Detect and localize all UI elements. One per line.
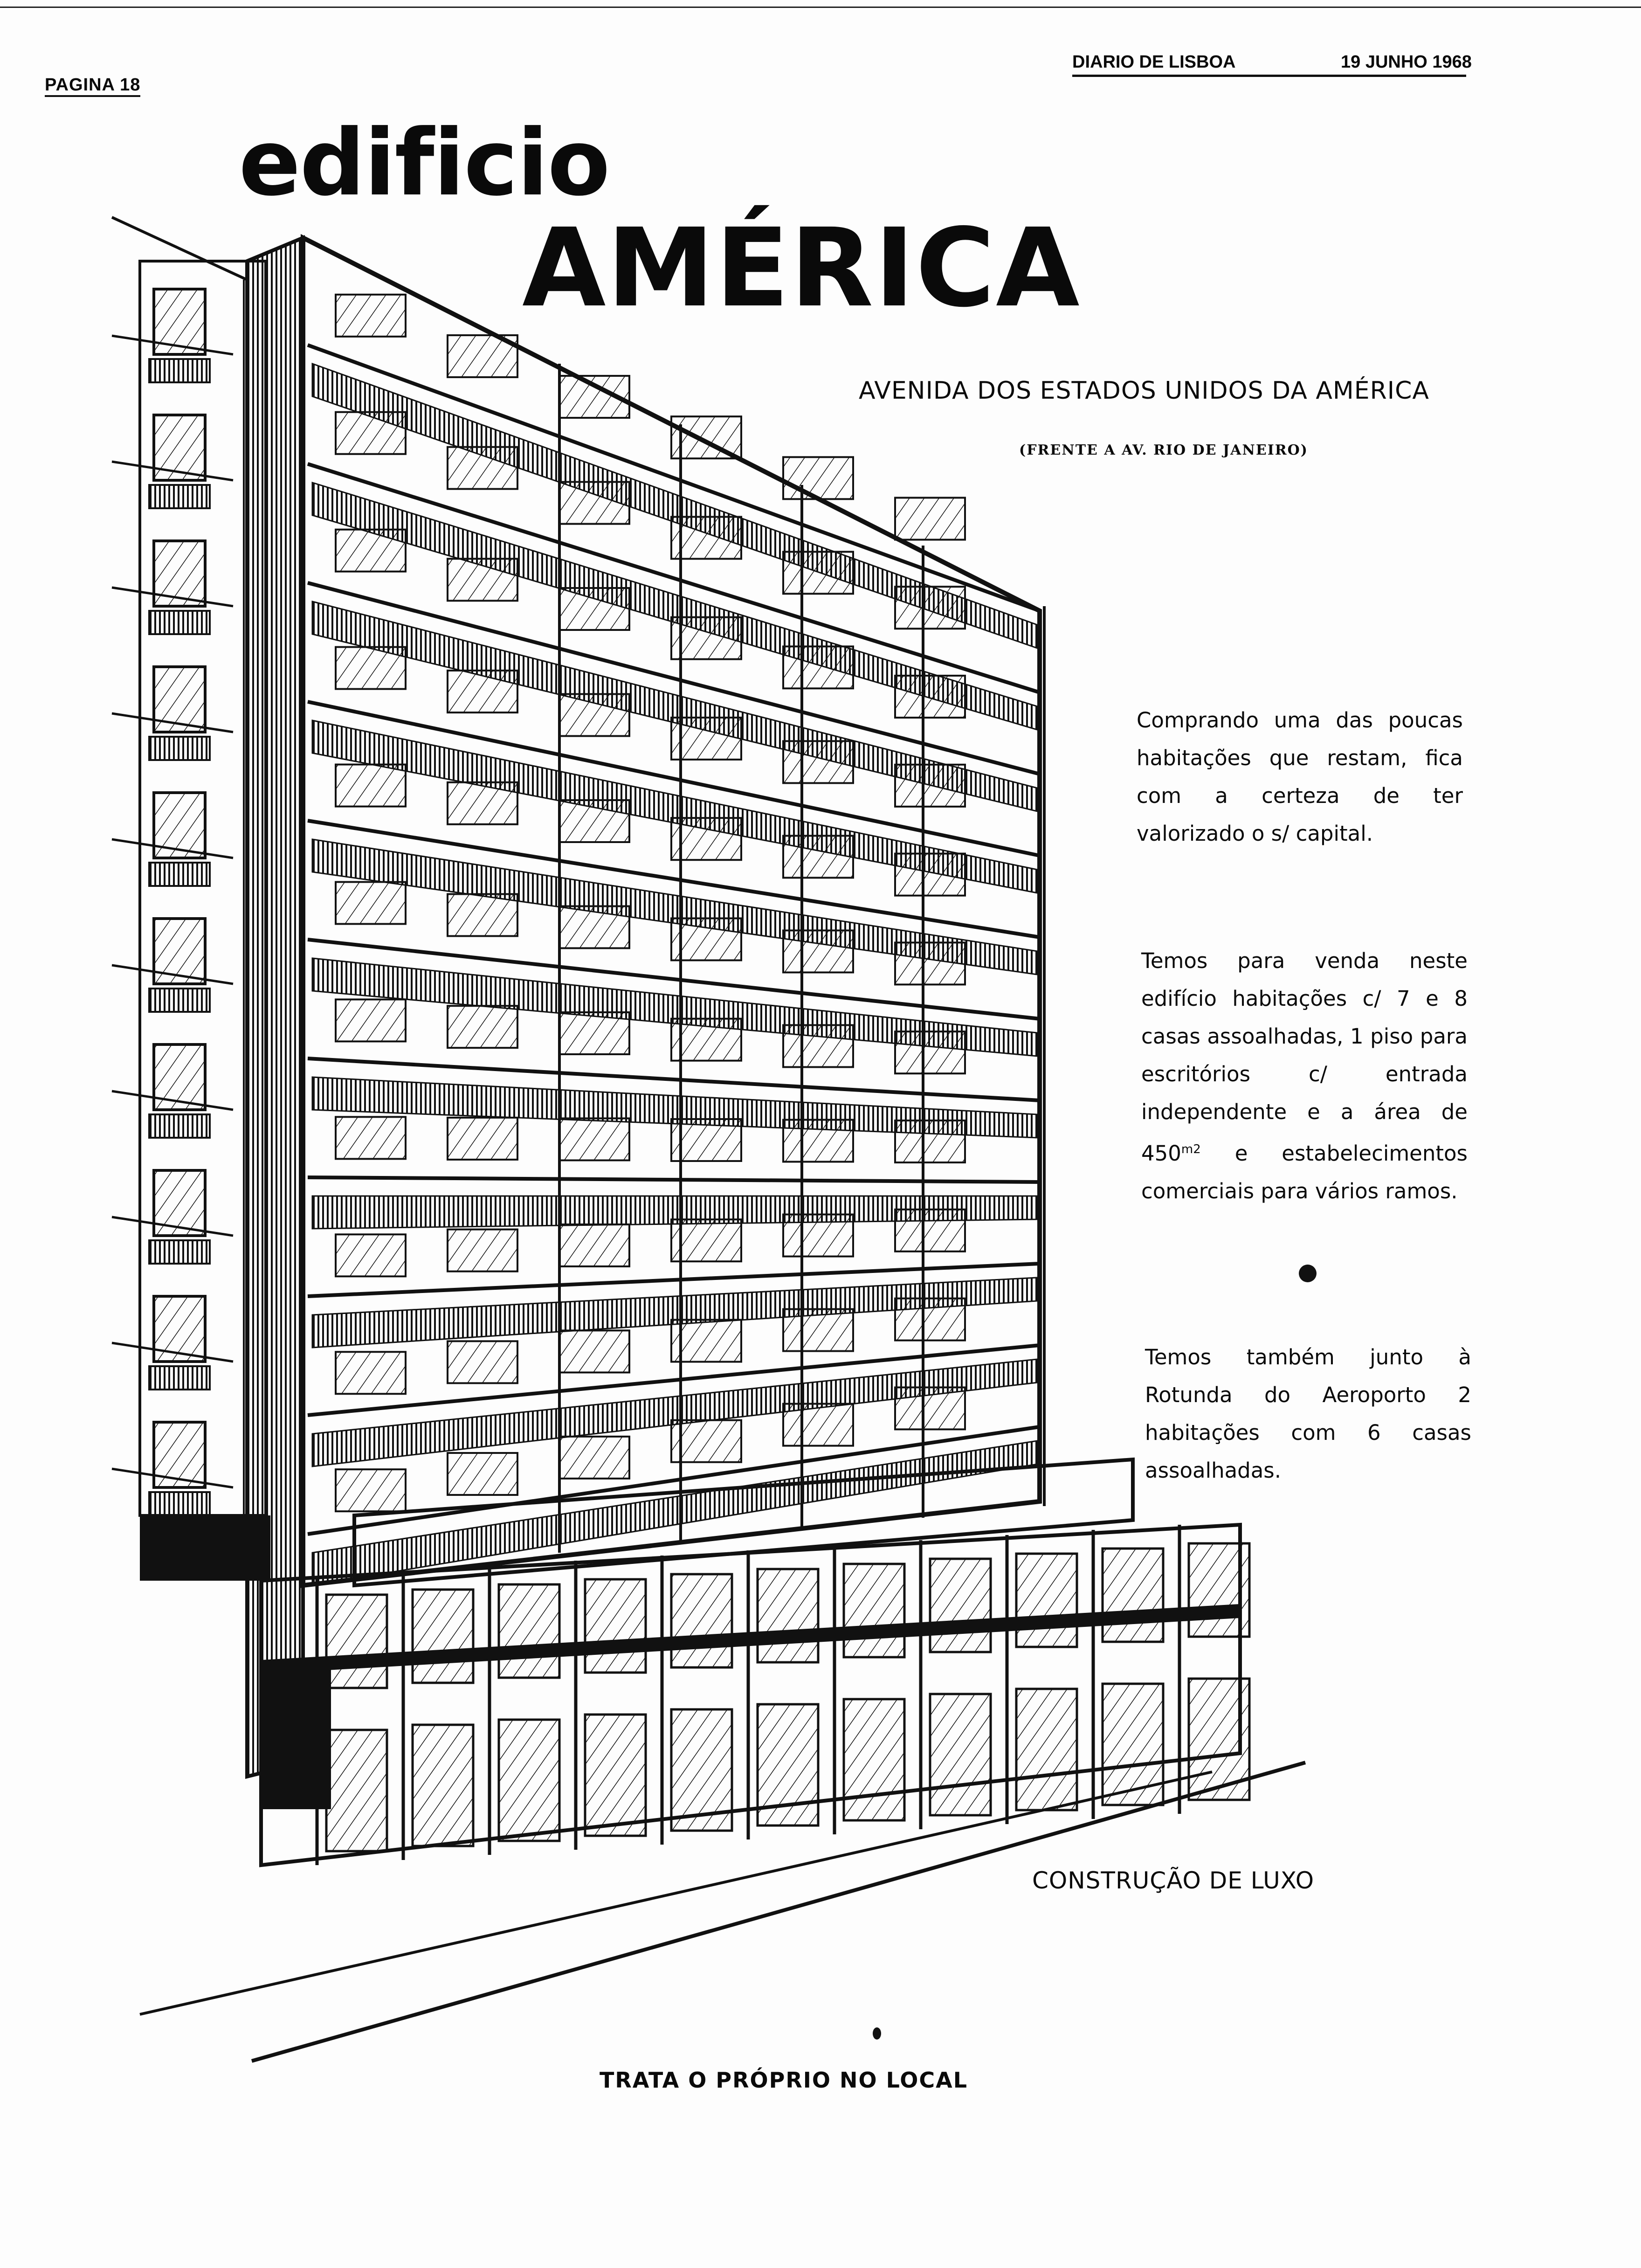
neighbor-window xyxy=(154,667,205,732)
address-note: (FRENTE A AV. RIO DE JANEIRO) xyxy=(1019,442,1309,458)
apartment-window xyxy=(336,1234,406,1276)
apartment-window xyxy=(336,647,406,689)
apartment-window xyxy=(559,588,629,630)
neighbor-window xyxy=(154,1044,205,1110)
neighbor-window xyxy=(154,1170,205,1236)
apartment-window xyxy=(336,999,406,1041)
neighbor-window xyxy=(154,793,205,858)
apartment-window xyxy=(559,906,629,948)
page-number: PAGINA 18 xyxy=(45,75,140,97)
street-address: AVENIDA DOS ESTADOS UNIDOS DA AMÉRICA xyxy=(859,377,1429,405)
apartment-window xyxy=(895,942,965,984)
neighbor-balcony xyxy=(149,485,210,508)
apartment-window xyxy=(448,559,517,601)
neighbor-balcony xyxy=(149,863,210,886)
apartment-window xyxy=(448,782,517,824)
apartment-window xyxy=(895,1299,965,1341)
apartment-window xyxy=(448,894,517,936)
shop-window xyxy=(1016,1554,1077,1647)
neighbor-window xyxy=(154,415,205,480)
apartment-window xyxy=(895,587,965,629)
apartment-window xyxy=(559,482,629,524)
apartment-window xyxy=(448,1006,517,1048)
neighbor-window xyxy=(154,1296,205,1362)
paragraph-for-sale xyxy=(1141,942,1468,1210)
storefront xyxy=(1189,1679,1249,1800)
storefront xyxy=(758,1704,818,1825)
floor-slab xyxy=(308,1177,1040,1182)
shop-window xyxy=(413,1590,473,1683)
paragraph-for-sale-text-end: e estabelecimentos comerciais para vários ramos. xyxy=(1141,1141,1468,1203)
apartment-window xyxy=(895,498,965,539)
shop-window xyxy=(1189,1543,1249,1637)
shop-window xyxy=(844,1564,904,1657)
neighbor-balcony xyxy=(149,1114,210,1138)
shop-window xyxy=(499,1584,559,1678)
storefront xyxy=(585,1715,646,1836)
apartment-window xyxy=(559,1437,629,1479)
issue-date: 19 JUNHO 1968 xyxy=(1341,52,1472,72)
apartment-window xyxy=(895,1387,965,1429)
apartment-window xyxy=(559,1012,629,1054)
apartment-window xyxy=(783,552,853,594)
apartment-window xyxy=(559,1118,629,1160)
area-unit: m2 xyxy=(1181,1142,1201,1156)
apartment-window xyxy=(336,1352,406,1394)
apartment-window xyxy=(448,447,517,489)
apartment-window xyxy=(559,1224,629,1266)
apartment-window xyxy=(448,1341,517,1383)
apartment-window xyxy=(448,335,517,377)
storefront xyxy=(1016,1689,1077,1810)
paragraph-for-sale-text: Temos para venda neste edifício habitações c/ 7 e 8 casas assoalhadas, 1 piso para escritórios c/ entrada independente e a área de 450 xyxy=(1141,948,1468,1166)
apartment-window xyxy=(783,1025,853,1067)
title-edificio: edificio xyxy=(239,110,609,216)
neighbor-balcony xyxy=(149,611,210,634)
apartment-window xyxy=(448,671,517,712)
apartment-window xyxy=(336,1469,406,1511)
apartment-window xyxy=(448,1230,517,1272)
entrance-shadow xyxy=(261,1665,331,1809)
shop-window xyxy=(585,1579,646,1673)
bullet-dot xyxy=(1299,1265,1317,1282)
shop-window xyxy=(758,1569,818,1662)
paragraph-airport: Temos também junto à Rotunda do Aeroporto 2 habitações com 6 casas assoalhadas. xyxy=(1145,1345,1471,1483)
shop-window xyxy=(671,1574,732,1667)
storefront xyxy=(844,1699,904,1820)
apartment-window xyxy=(783,1215,853,1257)
apartment-window xyxy=(783,1120,853,1162)
apartment-window xyxy=(895,1031,965,1073)
storefront xyxy=(326,1730,387,1851)
neighbor-window xyxy=(154,541,205,606)
apartment-window xyxy=(783,646,853,688)
ornament-dot xyxy=(873,2027,881,2040)
apartment-window xyxy=(895,1120,965,1162)
apartment-window xyxy=(895,765,965,807)
storefront xyxy=(499,1720,559,1841)
neighbor-balcony xyxy=(149,1240,210,1264)
apartment-window xyxy=(336,412,406,454)
apartment-window xyxy=(336,765,406,807)
apartment-window xyxy=(336,882,406,924)
neighbor-balcony xyxy=(149,1492,210,1515)
neighbor-balcony xyxy=(149,989,210,1012)
neighbor-balcony xyxy=(149,359,210,382)
neighbor-window xyxy=(154,919,205,984)
apartment-window xyxy=(783,1309,853,1351)
shop-window xyxy=(326,1595,387,1688)
apartment-window xyxy=(895,676,965,718)
shop-window xyxy=(1103,1549,1163,1642)
tower-side-wall xyxy=(247,238,303,1777)
apartment-window xyxy=(895,1210,965,1252)
neighbor-window xyxy=(154,1422,205,1487)
luxury-tagline: CONSTRUÇÃO DE LUXO xyxy=(1032,1867,1315,1894)
storefront xyxy=(1103,1684,1163,1805)
apartment-window xyxy=(559,800,629,842)
apartment-window xyxy=(448,1453,517,1495)
apartment-window xyxy=(895,854,965,896)
apartment-window xyxy=(559,376,629,418)
apartment-window xyxy=(336,295,406,337)
neighbor-balcony xyxy=(149,737,210,760)
apartment-window xyxy=(783,930,853,972)
storefront xyxy=(671,1709,732,1831)
apartment-window xyxy=(336,530,406,572)
neighbor-window xyxy=(154,289,205,354)
title-america: AMÉRICA xyxy=(522,205,1081,331)
apartment-window xyxy=(559,1330,629,1372)
apartment-window xyxy=(336,1117,406,1159)
apartment-window xyxy=(448,1118,517,1160)
neighbor-balcony xyxy=(149,1366,210,1390)
paragraph-capital: Comprando uma das poucas habitações que restam, fica com a certeza de ter valorizado o s/ capital. xyxy=(1137,708,1463,846)
apartment-window xyxy=(559,694,629,736)
apartment-window xyxy=(783,457,853,499)
apartment-window xyxy=(783,1404,853,1446)
shop-window xyxy=(930,1559,991,1652)
apartment-window xyxy=(783,836,853,878)
apartment-window xyxy=(783,741,853,783)
roof-edge-line xyxy=(112,217,247,280)
contact-line: TRATA O PRÓPRIO NO LOCAL xyxy=(600,2067,968,2093)
storefront xyxy=(930,1694,991,1815)
storefront xyxy=(413,1725,473,1846)
newspaper-name: DIARIO DE LISBOA xyxy=(1072,52,1236,72)
